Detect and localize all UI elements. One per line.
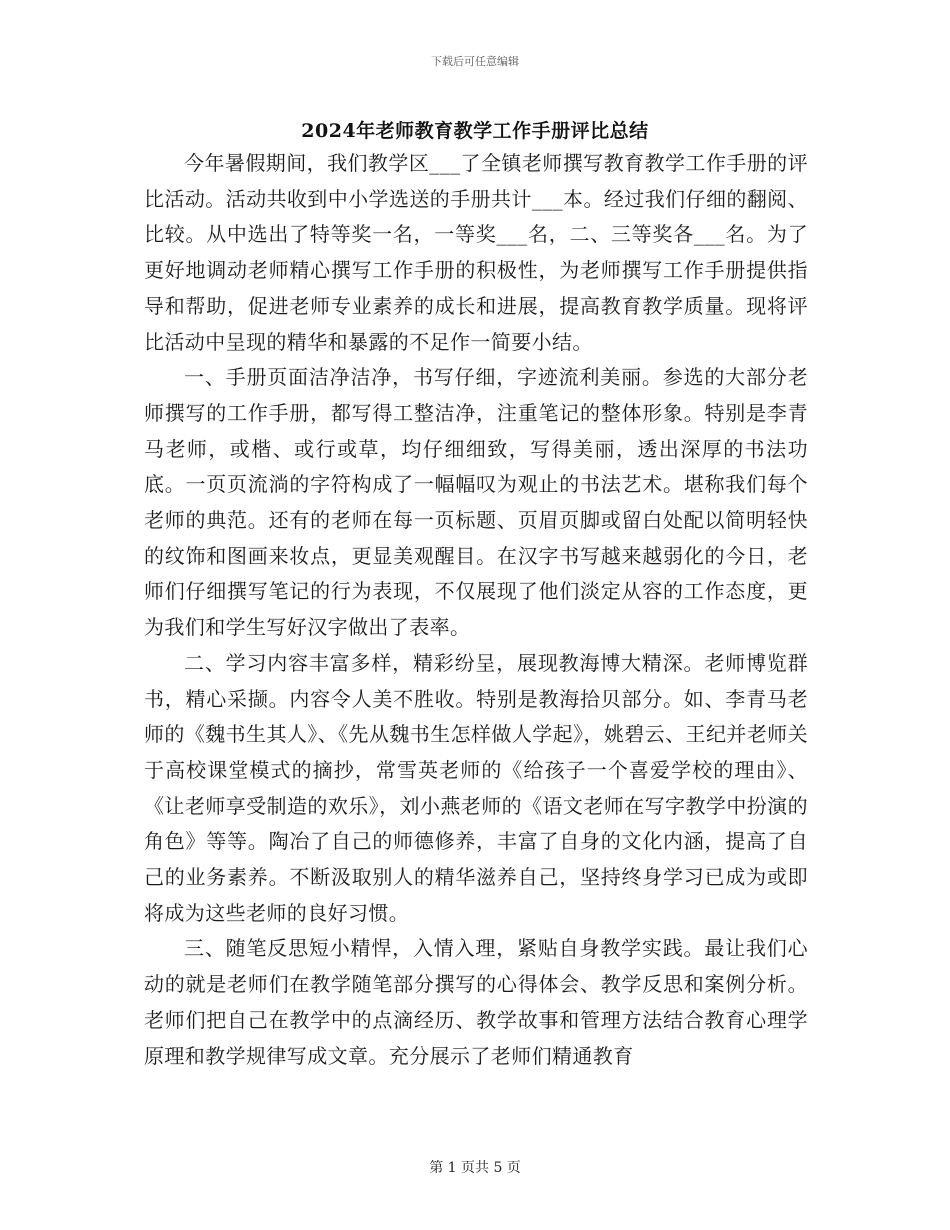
paragraph-section-3: 三、随笔反思短小精悍，入情入理，紧贴自身教学实践。最让我们心动的就是老师们在教学随笔部分撰写的心得体会、教学反思和案例分析。老师们把自己在教学中的点滴经历、教学故事和管理方法结合教育心理学原理和教学规律写成文章。充分展示了老师们精通教育 xyxy=(144,936,808,1068)
paragraph-section-1: 一、手册页面洁净洁净，书写仔细，字迹流利美丽。参选的大部分老师撰写的工作手册，都写得工整洁净，注重笔记的整体形象。特别是李青马老师，或楷、或行或草，均仔细细致，写得美丽，透出深厚的书法功底。一页页流淌的字符构成了一幅幅叹为观止的书法艺术。堪称我们每个老师的典范。还有的老师在每一页标题、页眉页脚或留白处配以简明轻快的纹饰和图画来妆点，更显美观醒目。在汉字书写越来越弱化的今日，老师们仔细撰写笔记的行为表现，不仅展现了他们淡定从容的工作态度，更为我们和学生写好汉字做出了表率。 xyxy=(144,365,808,640)
paragraph-intro: 今年暑假期间，我们教学区___了全镇老师撰写教育教学工作手册的评比活动。活动共收到中小学选送的手册共计___本。经过我们仔细的翻阅、比较。从中选出了特等奖一名，一等奖___名，二、三等奖各___名。为了更好地调动老师精心撰写工作手册的积极性，为老师撰写工作手册提供指导和帮助，促进老师专业素养的成长和进展，提高教育教学质量。现将评比活动中呈现的精华和暴露的不足作一简要小结。 xyxy=(144,151,808,354)
paragraph-section-2: 二、学习内容丰富多样，精彩纷呈，展现教海博大精深。老师博览群书，精心采撷。内容令人美不胜收。特别是教海拾贝部分。如、李青马老师的《魏书生其人》、《先从魏书生怎样做人学起》，姚碧云、王纪并老师关于高校课堂模式的摘抄，常雪英老师的《给孩子一个喜爱学校的理由》、《让老师享受制造的欢乐》，刘小燕老师的《语文老师在写字教学中扮演的角色》等等。陶冶了自己的师德修养，丰富了自身的文化内涵，提高了自己的业务素养。不断汲取别人的精华滋养自己，坚持终身学习已成为或即将成为这些老师的良好习惯。 xyxy=(144,650,808,925)
document-body xyxy=(144,146,808,1074)
page-number-footer: 第 1 页共 5 页 xyxy=(429,1160,521,1176)
page-header-note: 下载后可任意编辑 xyxy=(431,55,519,68)
document-title: 2024年老师教育教学工作手册评比总结 xyxy=(301,120,649,142)
